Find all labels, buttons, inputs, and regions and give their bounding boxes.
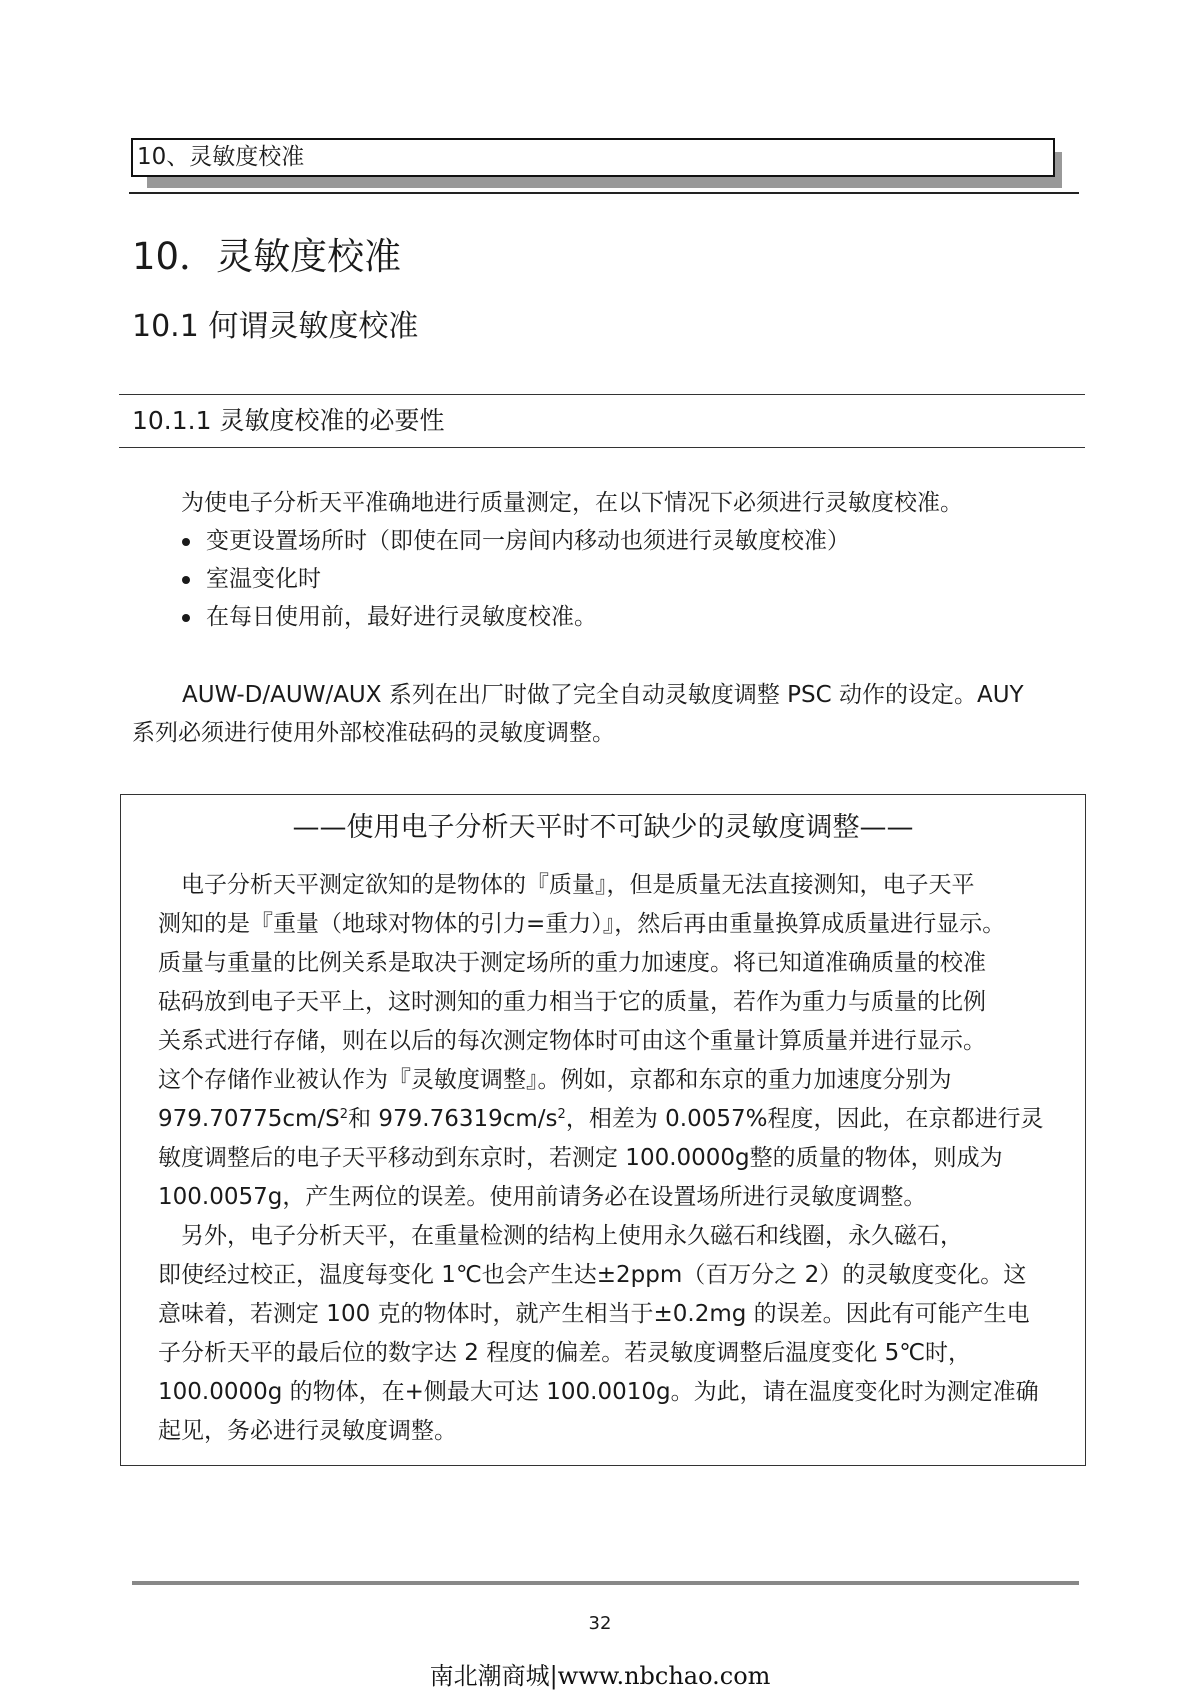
note-line: 100.0000g 的物体，在+侧最大可达 100.0010g。为此，请在温度变化时为测定准确 [158, 1379, 1039, 1405]
subsection-rule-top [119, 394, 1085, 395]
note-line: 质量与重量的比例关系是取决于测定场所的重力加速度。将已知道准确质量的校准 [158, 950, 986, 976]
running-header: 10、灵敏度校准 [131, 138, 1055, 177]
intro-paragraph: 为使电子分析天平准确地进行质量测定，在以下情况下必须进行灵敏度校准。 [181, 490, 963, 516]
list-item: 室温变化时 [180, 560, 850, 598]
note-line: 100.0057g，产生两位的误差。使用前请务必在设置场所进行灵敏度调整。 [158, 1184, 927, 1210]
site-watermark: 南北潮商城|www.nbchao.com [429, 1662, 771, 1690]
list-item: 在每日使用前，最好进行灵敏度校准。 [180, 598, 850, 636]
note-line: 即使经过校正，温度每变化 1℃也会产生达±2ppm（百万分之 2）的灵敏度变化。这 [158, 1262, 1027, 1288]
chapter-title: 10．灵敏度校准 [132, 235, 402, 278]
note-line: 意味着，若测定 100 克的物体时，就产生相当于±0.2mg 的误差。因此有可能产生电 [158, 1301, 1030, 1327]
note-line: 测知的是『重量（地球对物体的引力=重力）』，然后再由重量换算成质量进行显示。 [158, 911, 1006, 937]
note-line: 电子分析天平测定欲知的是物体的『质量』，但是质量无法直接测知，电子天平 [158, 872, 975, 898]
series-paragraph-line-1: AUW-D/AUW/AUX 系列在出厂时做了完全自动灵敏度调整 PSC 动作的设定。AUY [182, 682, 1024, 708]
footer-divider [132, 1581, 1079, 1585]
note-line: 这个存储作业被认作为『灵敏度调整』。例如，京都和东京的重力加速度分别为 [158, 1067, 952, 1093]
page-number: 32 [588, 1613, 612, 1634]
bullet-icon [182, 538, 190, 546]
note-line: 敏度调整后的电子天平移动到东京时，若测定 100.0000g整的质量的物体，则成为 [158, 1145, 1003, 1171]
condition-list [180, 522, 850, 636]
series-paragraph-line-2: 系列必须进行使用外部校准砝码的灵敏度调整。 [132, 720, 615, 746]
list-item: 变更设置场所时（即使在同一房间内移动也须进行灵敏度校准） [180, 522, 850, 560]
note-line: 关系式进行存储，则在以后的每次测定物体时可由这个重量计算质量并进行显示。 [158, 1028, 986, 1054]
note-line: 子分析天平的最后位的数字达 2 程度的偏差。若灵敏度调整后温度变化 5℃时， [158, 1340, 972, 1366]
note-line: 砝码放到电子天平上，这时测知的重力相当于它的质量，若作为重力与质量的比例 [158, 989, 986, 1015]
section-title: 10.1 何谓灵敏度校准 [132, 309, 419, 344]
note-line: 另外，电子分析天平，在重量检测的结构上使用永久磁石和线圈，永久磁石， [158, 1223, 963, 1249]
bullet-icon [182, 576, 190, 584]
header-divider [129, 192, 1079, 194]
note-line-formula: $979.70775cm/S^2$和 $979.76319cm/s^2$，相差为 0.0057%程度，因此，在京都进行灵 [158, 1106, 1044, 1132]
bullet-icon [182, 614, 190, 622]
note-line: 起见，务必进行灵敏度调整。 [158, 1418, 457, 1444]
subsection-title: 10.1.1 灵敏度校准的必要性 [132, 406, 445, 435]
subsection-rule-bottom [119, 447, 1085, 448]
note-title: ——使用电子分析天平时不可缺少的灵敏度调整—— [292, 812, 914, 843]
